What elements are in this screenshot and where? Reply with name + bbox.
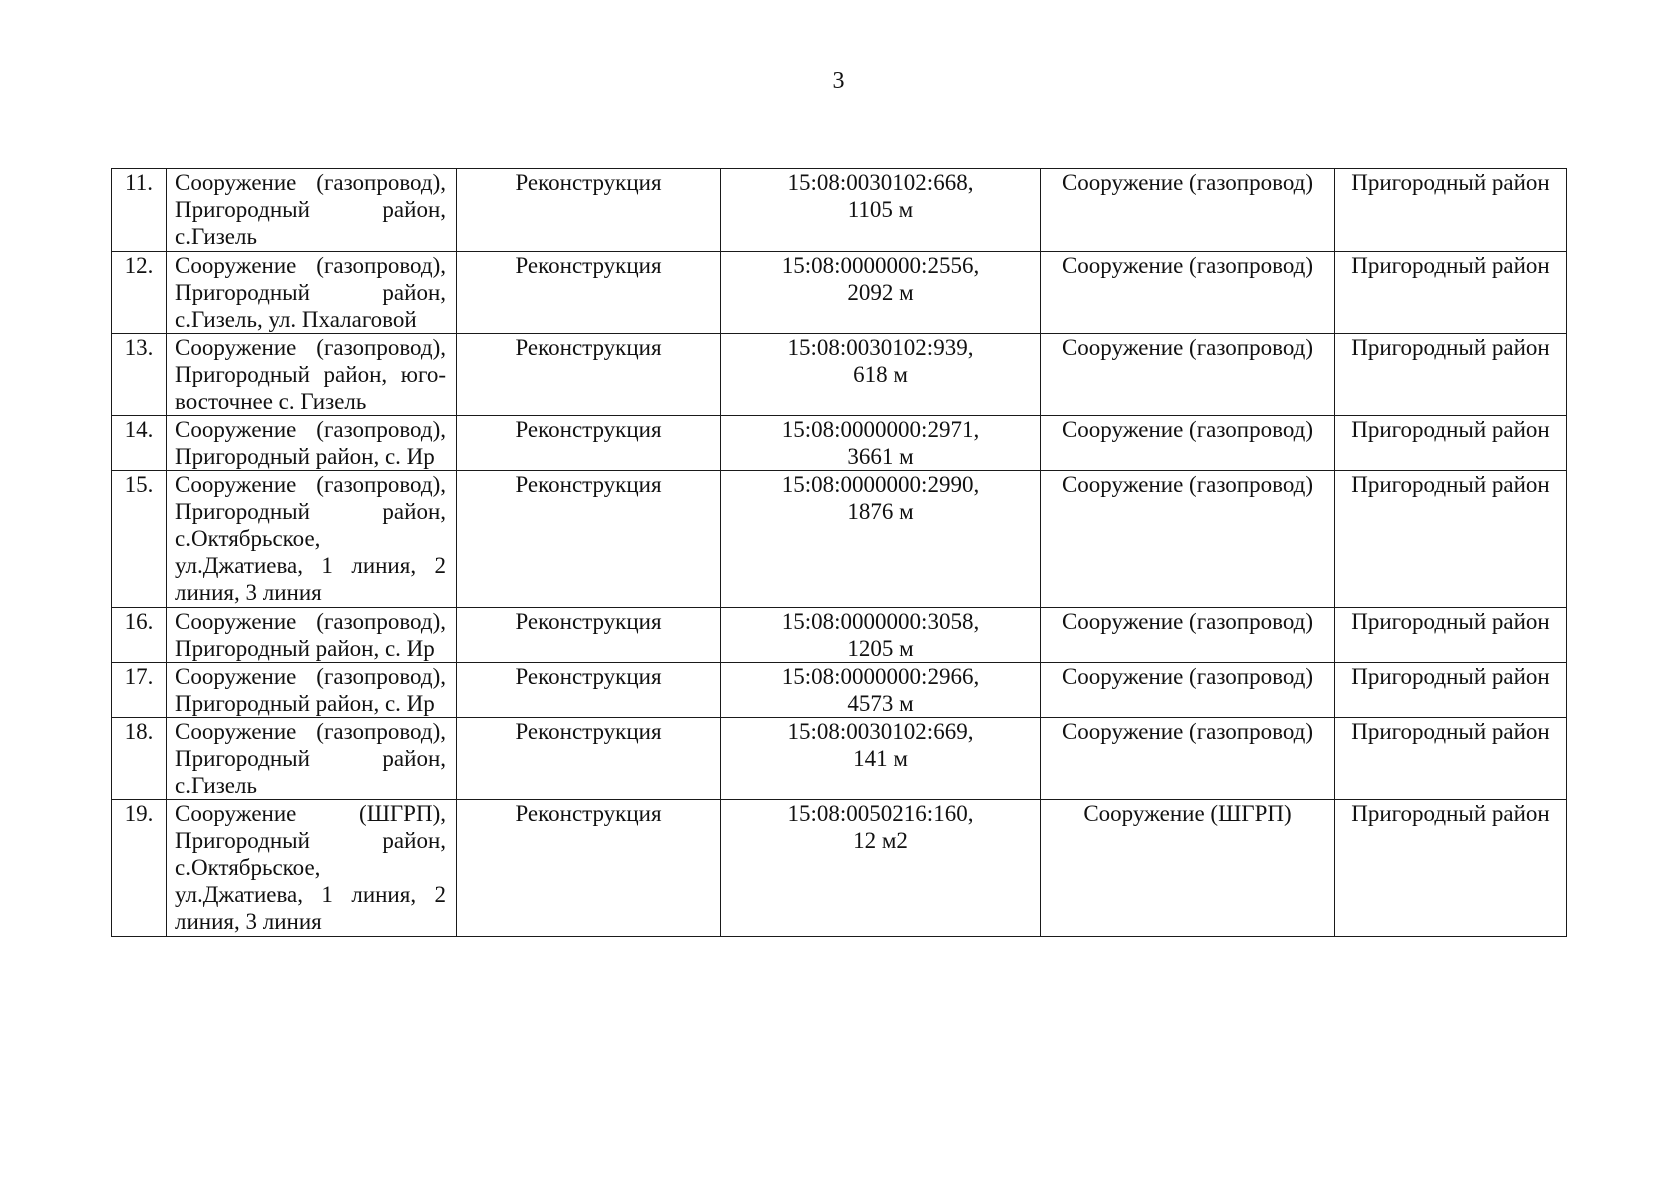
table-row: [112, 416, 1567, 471]
cadastral-number: 15:08:0050216:160,: [787, 801, 974, 826]
district: Пригородный район: [1335, 471, 1567, 608]
object-size: 141 м: [853, 746, 908, 771]
district: Пригородный район: [1335, 663, 1567, 718]
table-row: [112, 252, 1567, 334]
table-row: [112, 718, 1567, 800]
cadastral-number: 15:08:0030102:669,: [787, 719, 974, 744]
object-type: Сооружение (газопровод): [1041, 169, 1335, 252]
object-type: Сооружение (газопровод): [1041, 663, 1335, 718]
cadastral-number: 15:08:0000000:2971,: [781, 417, 980, 442]
page-number: 3: [832, 68, 845, 94]
object-size: 2092 м: [847, 280, 914, 305]
row-number: 13.: [112, 334, 167, 416]
work-type: Реконструкция: [457, 334, 721, 416]
district: Пригородный район: [1335, 608, 1567, 663]
table-row: [112, 800, 1567, 937]
table-row: [112, 334, 1567, 416]
object-description: Сооружение (газопровод), Пригородный район, с. Ир: [167, 663, 457, 718]
cadastral-cell: [721, 252, 1041, 334]
object-description: Сооружение (газопровод), Пригородный район, с. Ир: [167, 416, 457, 471]
object-type: Сооружение (газопровод): [1041, 416, 1335, 471]
object-type: Сооружение (газопровод): [1041, 471, 1335, 608]
district: Пригородный район: [1335, 334, 1567, 416]
district: Пригородный район: [1335, 416, 1567, 471]
cadastral-number: 15:08:0000000:2990,: [781, 472, 980, 497]
object-description: Сооружение (газопровод), Пригородный район, с.Октябрьское, ул.Джатиева, 1 линия, 2 линия, 3 линия: [167, 471, 457, 608]
cadastral-cell: [721, 471, 1041, 608]
row-number: 19.: [112, 800, 167, 937]
cadastral-cell: [721, 334, 1041, 416]
object-size: 4573 м: [847, 691, 914, 716]
cadastral-cell: [721, 800, 1041, 937]
work-type: Реконструкция: [457, 416, 721, 471]
work-type: Реконструкция: [457, 608, 721, 663]
object-description: Сооружение (газопровод), Пригородный район, с. Ир: [167, 608, 457, 663]
cadastral-number: 15:08:0000000:2556,: [781, 253, 980, 278]
row-number: 17.: [112, 663, 167, 718]
object-description: Сооружение (газопровод), Пригородный район, юго-восточнее с. Гизель: [167, 334, 457, 416]
table-row: [112, 663, 1567, 718]
work-type: Реконструкция: [457, 252, 721, 334]
object-description: Сооружение (газопровод), Пригородный район, с.Гизель: [167, 718, 457, 800]
object-size: 1105 м: [847, 197, 914, 222]
object-size: 618 м: [853, 362, 908, 387]
district: Пригородный район: [1335, 718, 1567, 800]
work-type: Реконструкция: [457, 663, 721, 718]
object-type: Сооружение (газопровод): [1041, 252, 1335, 334]
work-type: Реконструкция: [457, 169, 721, 252]
table-row: [112, 608, 1567, 663]
object-description: Сооружение (газопровод), Пригородный район, с.Гизель: [167, 169, 457, 252]
cadastral-cell: [721, 169, 1041, 252]
cadastral-number: 15:08:0000000:3058,: [781, 609, 980, 634]
table-body: [112, 169, 1567, 937]
table-row: [112, 169, 1567, 252]
object-type: Сооружение (газопровод): [1041, 608, 1335, 663]
work-type: Реконструкция: [457, 800, 721, 937]
work-type: Реконструкция: [457, 471, 721, 608]
object-size: 1205 м: [847, 636, 914, 661]
object-description: Сооружение (ШГРП), Пригородный район, с.Октябрьское, ул.Джатиева, 1 линия, 2 линия, 3 линия: [167, 800, 457, 937]
district: Пригородный район: [1335, 800, 1567, 937]
cadastral-number: 15:08:0000000:2966,: [781, 664, 980, 689]
district: Пригородный район: [1335, 169, 1567, 252]
object-description: Сооружение (газопровод), Пригородный район, с.Гизель, ул. Пхалаговой: [167, 252, 457, 334]
row-number: 14.: [112, 416, 167, 471]
row-number: 18.: [112, 718, 167, 800]
row-number: 12.: [112, 252, 167, 334]
row-number: 16.: [112, 608, 167, 663]
row-number: 11.: [112, 169, 167, 252]
object-size: 3661 м: [847, 444, 914, 469]
object-type: Сооружение (газопровод): [1041, 718, 1335, 800]
cadastral-number: 15:08:0030102:668,: [787, 170, 974, 195]
district: Пригородный район: [1335, 252, 1567, 334]
cadastral-cell: [721, 718, 1041, 800]
cadastral-number: 15:08:0030102:939,: [787, 335, 974, 360]
cadastral-cell: [721, 663, 1041, 718]
cadastral-cell: [721, 416, 1041, 471]
object-size: 12 м2: [853, 828, 908, 853]
objects-table: [111, 168, 1567, 937]
cadastral-cell: [721, 608, 1041, 663]
work-type: Реконструкция: [457, 718, 721, 800]
table-row: [112, 471, 1567, 608]
object-type: Сооружение (ШГРП): [1041, 800, 1335, 937]
object-type: Сооружение (газопровод): [1041, 334, 1335, 416]
row-number: 15.: [112, 471, 167, 608]
object-size: 1876 м: [847, 499, 914, 524]
